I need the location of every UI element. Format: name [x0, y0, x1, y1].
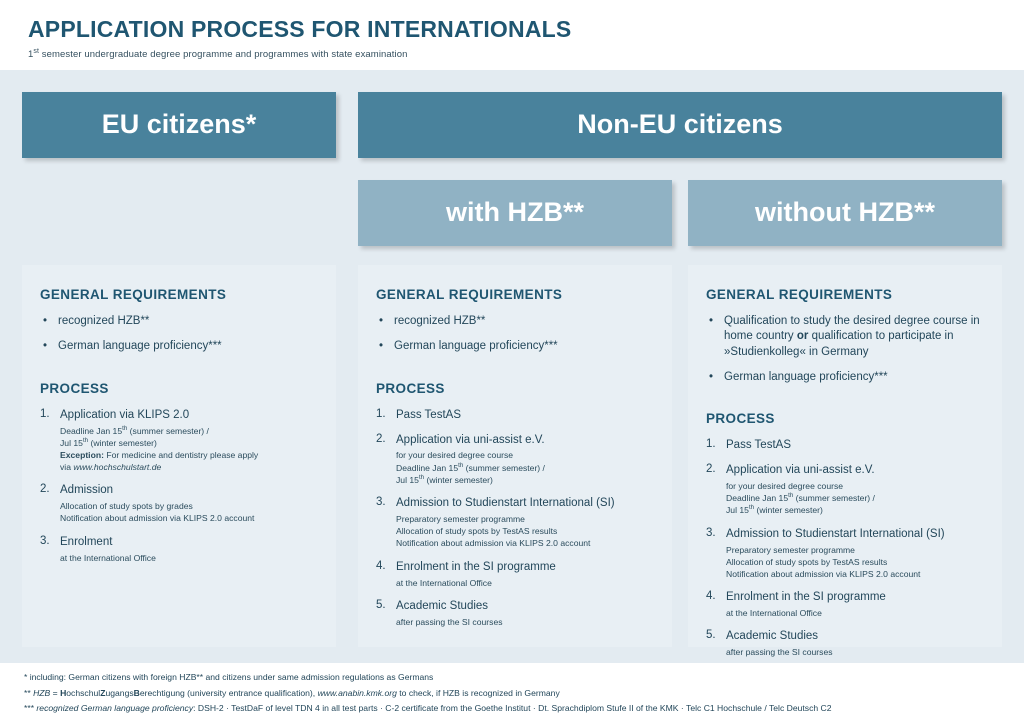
list-item	[706, 463, 984, 517]
page-subtitle-post: semester undergraduate degree programme and programmes with state examination	[39, 49, 408, 61]
panel-hzb-process-title: PROCESS	[376, 380, 445, 396]
step-sub: at the International Office	[396, 577, 492, 588]
panel-nohzb-process-title: PROCESS	[706, 411, 775, 427]
panel-without-hzb	[688, 265, 1002, 658]
header-box-eu-citizens-label: EU citizens*	[101, 109, 257, 140]
step-title: Enrolment	[60, 535, 113, 548]
header-box-with-hzb-label: with HZB**	[446, 197, 584, 228]
footnote-2: ** HZB = HochschulZugangsBerechtigung (university entrance qualification), www.anabin.kmk.org to check, if HZB is recognized in Germany	[24, 687, 560, 698]
list-item: • German language proficiency***	[40, 339, 318, 354]
footnote-3: *** recognized German language proficiency: DSH-2 · TestDaF of level TDN 4 in all test parts · C-2 certificate from the Goethe Institut · Dt. Sprachdiplom Stufe II of the KMK · Telc C1 Hochschule / Telc Deutsch C2	[24, 703, 832, 714]
step-sub: Preparatory semester programme Allocation of study spots by TestAS results Notification about admission via KLIPS 2.0 account	[726, 544, 921, 579]
list-item	[376, 433, 654, 487]
step-sub: after passing the SI courses	[726, 647, 833, 658]
step-title: Admission to Studienstart International (SI)	[396, 497, 615, 510]
step-title: Application via uni-assist e.V.	[726, 464, 875, 477]
page-subtitle	[28, 48, 1024, 60]
list-item	[376, 408, 654, 423]
footnotes	[0, 663, 1024, 725]
footnote-1: * including: German citizens with foreign HZB** and citizens under same admission regulations as Germans	[24, 672, 434, 682]
panel-hzb-requirements-list	[376, 314, 654, 355]
list-item	[706, 527, 984, 581]
panel-nohzb-requirements-list	[706, 314, 984, 385]
panel-eu-process-list	[40, 408, 318, 564]
step-sub: Deadline Jan 15th (summer semester) / Jul 15th (winter semester) Exception: For medicine and dentistry please apply via www.hochschulstart.de	[60, 424, 259, 473]
list-item: • recognized HZB**	[376, 314, 654, 329]
panel-eu-requirements-list	[40, 314, 318, 355]
list-item	[706, 438, 984, 453]
page-header	[0, 0, 1024, 70]
step-sub: after passing the SI courses	[396, 616, 503, 627]
step-sub: for your desired degree course Deadline Jan 15th (summer semester) / Jul 15th (winter semester)	[726, 481, 875, 516]
panel-hzb-requirements-title: GENERAL REQUIREMENTS	[376, 287, 563, 302]
panel-eu-process-title: PROCESS	[40, 380, 109, 396]
step-sub: Preparatory semester programme Allocation of study spots by TestAS results Notification about admission via KLIPS 2.0 account	[396, 513, 591, 549]
panel-nohzb-process-list	[706, 438, 984, 658]
step-sub: at the International Office	[726, 608, 822, 619]
list-item	[40, 408, 318, 474]
header-box-eu-citizens	[22, 92, 336, 158]
panel-with-hzb	[358, 265, 672, 647]
list-item	[40, 535, 318, 564]
diagram-canvas	[0, 70, 1024, 663]
step-title: Academic Studies	[726, 630, 819, 643]
step-sub: for your desired degree course Deadline Jan 15th (summer semester) / Jul 15th (winter semester)	[396, 450, 545, 485]
list-item	[376, 599, 654, 628]
page-subtitle-sup: st	[33, 48, 40, 55]
list-item	[706, 590, 984, 619]
list-item	[376, 496, 654, 550]
header-box-without-hzb	[688, 180, 1002, 246]
list-item: • German language proficiency***	[706, 370, 984, 385]
step-title: Enrolment in the SI programme	[726, 591, 886, 604]
header-box-without-hzb-label: without HZB**	[755, 197, 935, 228]
step-title: Pass TestAS	[396, 408, 461, 421]
panel-hzb-process-list	[376, 408, 654, 628]
step-title: Academic Studies	[396, 599, 489, 612]
page-subtitle-pre: 1	[28, 49, 34, 61]
step-title: Application via uni-assist e.V.	[396, 433, 545, 446]
header-box-with-hzb	[358, 180, 672, 246]
list-item	[706, 629, 984, 658]
step-title: Admission to Studienstart International (SI)	[726, 527, 945, 540]
header-box-non-eu-citizens-label: Non-EU citizens	[577, 109, 783, 140]
step-title: Pass TestAS	[726, 439, 791, 452]
header-box-non-eu-citizens	[358, 92, 1002, 158]
list-item	[376, 560, 654, 589]
step-title: Enrolment in the SI programme	[396, 560, 556, 573]
step-title: Admission	[60, 484, 114, 497]
panel-eu-citizens	[22, 265, 336, 647]
list-item: • German language proficiency***	[376, 339, 654, 354]
list-item: • Qualification to study the desired degree course in home country or qualification to participate in »Studienkolleg« in Germany	[706, 314, 984, 360]
list-item: • recognized HZB**	[40, 314, 318, 329]
panel-nohzb-requirements-title: GENERAL REQUIREMENTS	[706, 287, 893, 302]
step-sub: Allocation of study spots by grades Notification about admission via KLIPS 2.0 account	[60, 501, 255, 524]
page-title: APPLICATION PROCESS FOR INTERNATIONALS	[28, 16, 572, 42]
step-title: Application via KLIPS 2.0	[60, 408, 190, 421]
step-sub: at the International Office	[60, 552, 156, 563]
list-item	[40, 483, 318, 524]
panel-eu-requirements-title: GENERAL REQUIREMENTS	[40, 287, 227, 302]
